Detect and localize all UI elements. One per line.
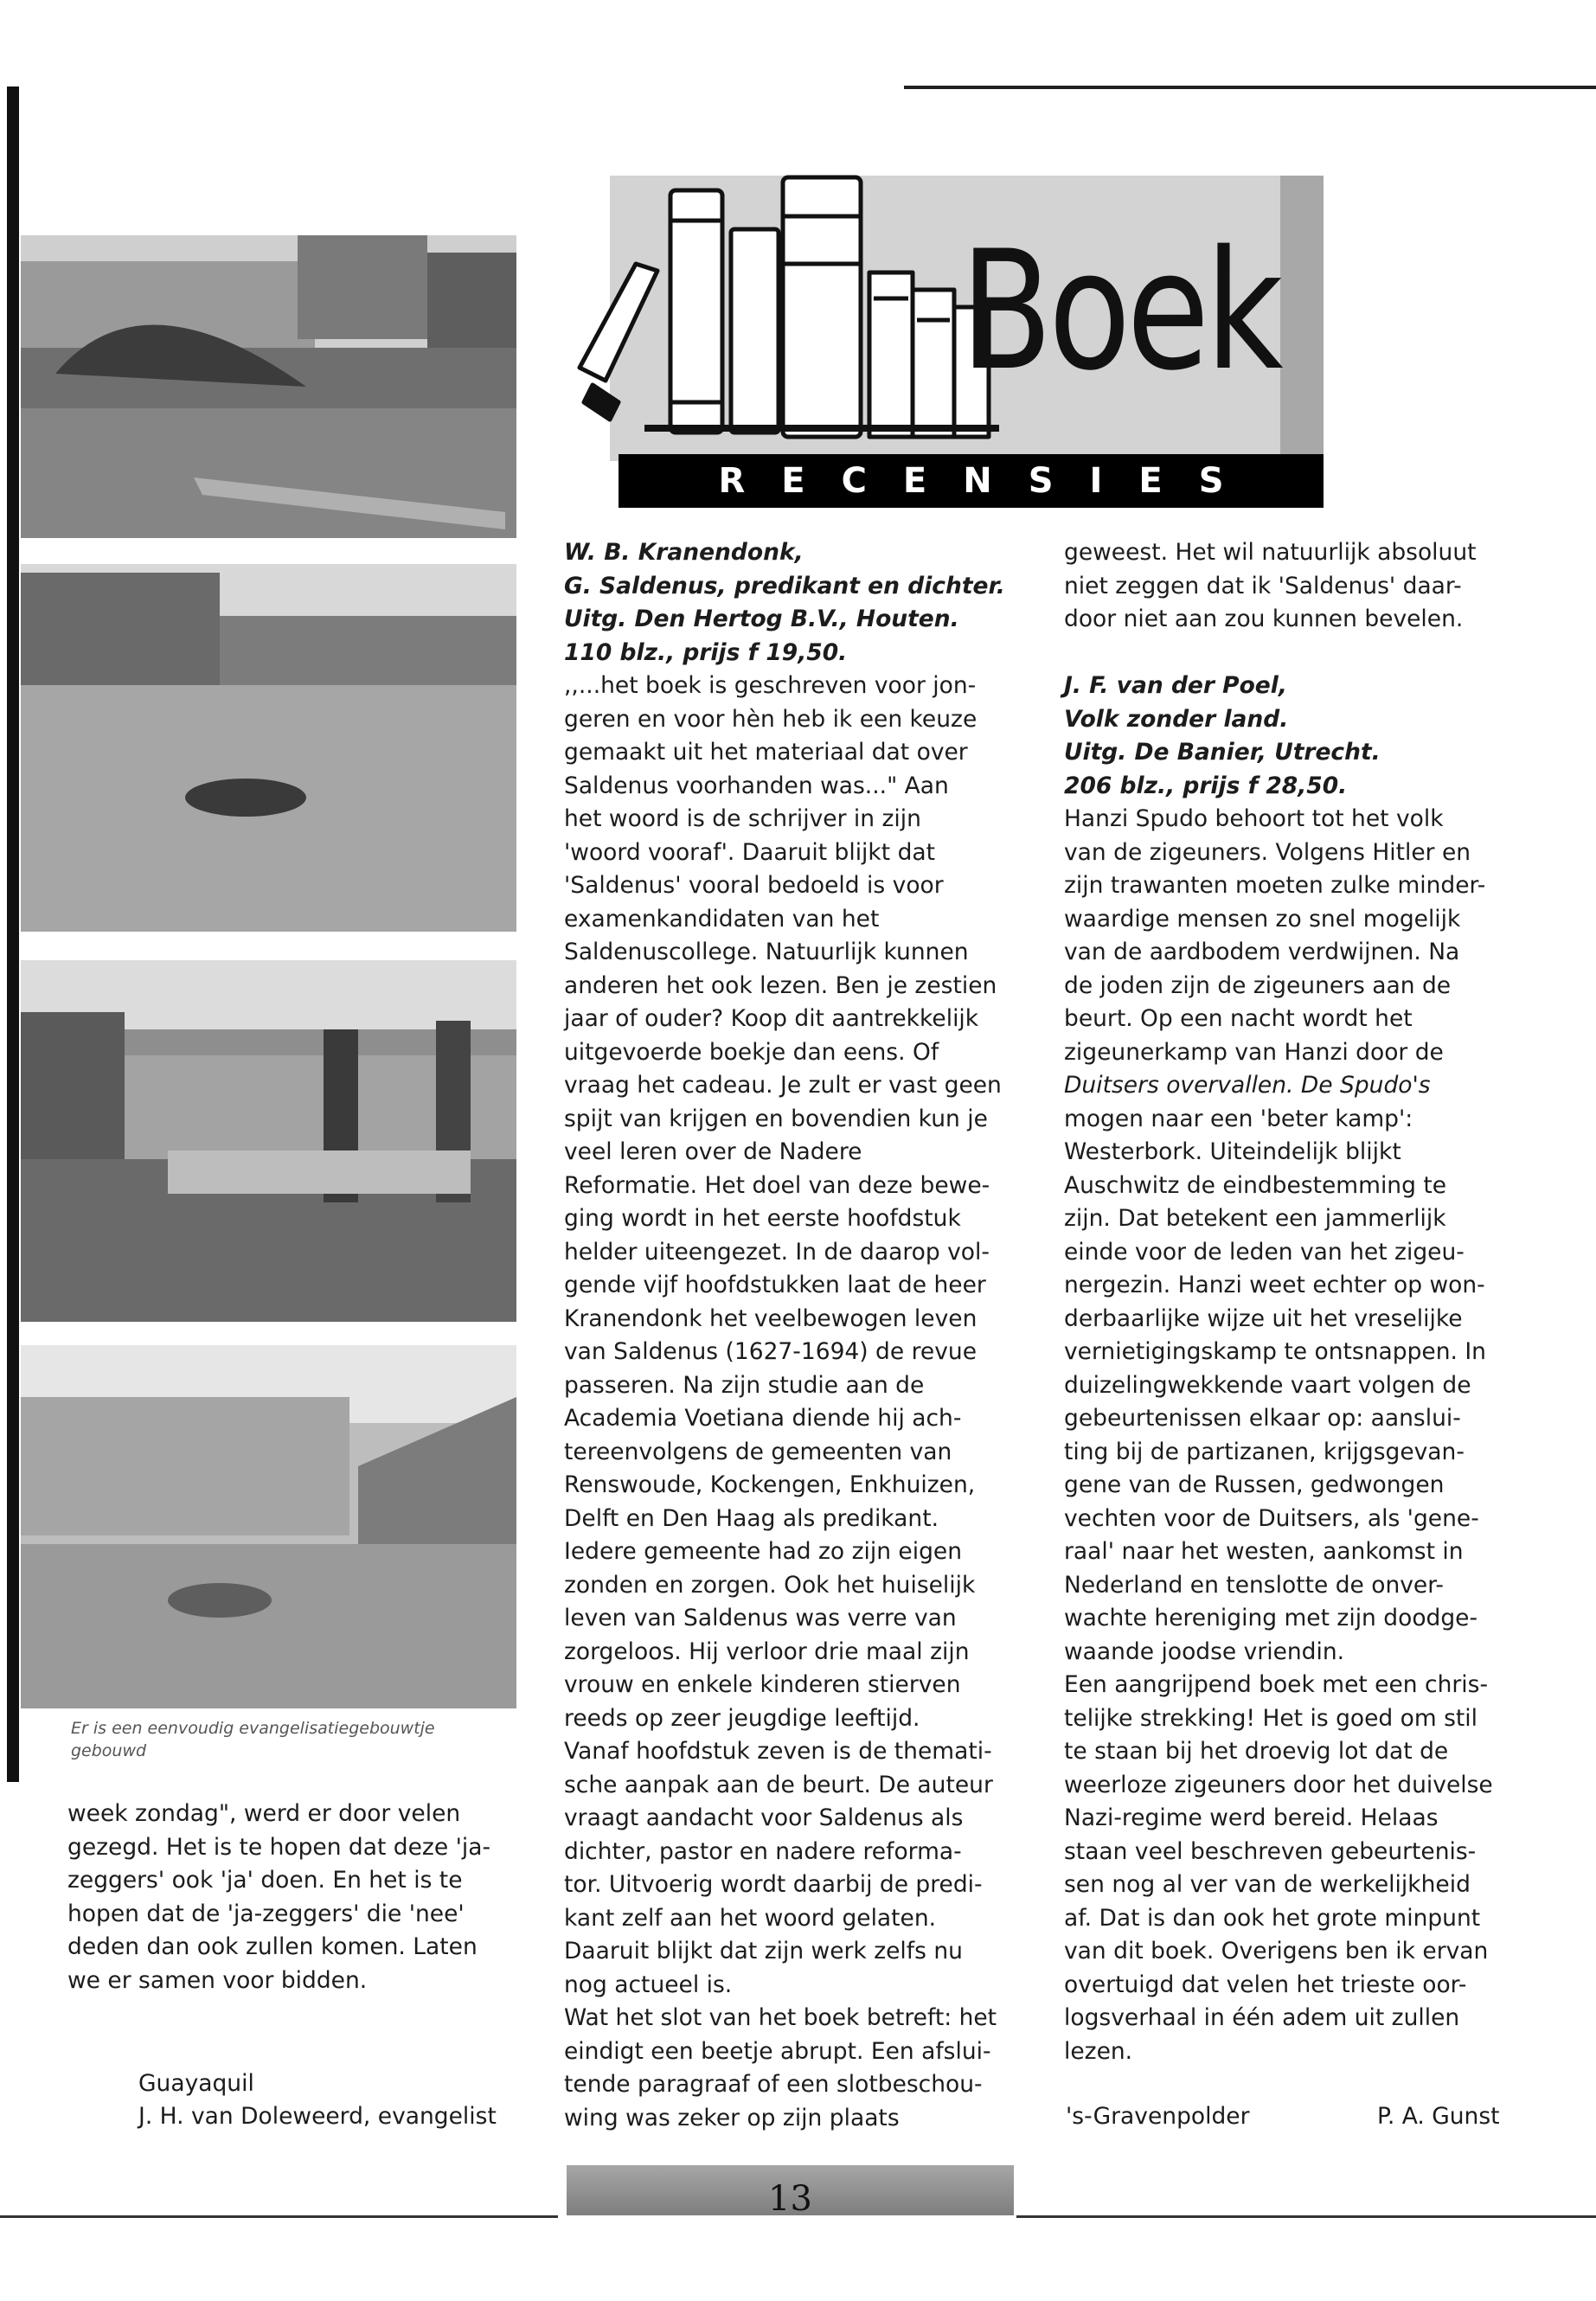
text-line: logsverhaal in één adem uit zullen	[1064, 2004, 1460, 2031]
text-line: het woord is de schrijver in zijn	[564, 805, 921, 832]
bottom-rule-right	[1016, 2215, 1596, 2218]
review-book-title: Volk zonder land.	[1064, 705, 1289, 733]
article-author: J. H. van Doleweerd, evangelist	[138, 2103, 497, 2130]
text-line: lezen.	[1064, 2037, 1133, 2065]
text-line: wing was zeker op zijn plaats	[564, 2104, 900, 2131]
text-line: Renswoude, Kockengen, Enkhuizen,	[564, 1471, 976, 1498]
text-line: Wat het slot van het boek betreft: het	[564, 2004, 997, 2031]
text-line: gende vijf hoofdstukken laat de heer	[564, 1272, 986, 1298]
text-line: Een aangrijpend boek met een chris-	[1064, 1671, 1489, 1698]
page-number: 13	[768, 2179, 812, 2215]
text-line: zijn trawanten moeten zulke minder-	[1064, 872, 1486, 899]
article-place: Guayaquil	[138, 2070, 254, 2097]
text-line: sen nog al ver van de werkelijkheid	[1064, 1871, 1471, 1898]
text-line: vraagt aandacht voor Saldenus als	[564, 1804, 964, 1831]
photo-brick-building	[21, 1345, 516, 1708]
text-line: gebeurtenissen elkaar op: aanslui-	[1064, 1405, 1461, 1432]
article-ending	[67, 1798, 517, 1997]
text-line: gemaakt uit het materiaal dat over	[564, 739, 968, 766]
text-line: geren en voor hèn heb ik een keuze	[564, 705, 977, 733]
text-line: tende paragraaf of een slotbeschou-	[564, 2071, 983, 2098]
text-line: van dit boek. Overigens ben ik ervan	[1064, 1938, 1489, 1965]
text-line: duizelingwekkende vaart volgen de	[1064, 1371, 1471, 1399]
books-icon	[567, 169, 1016, 454]
text-line: ting bij de partizanen, krijgsgevan-	[1064, 1438, 1465, 1465]
text-line: deden dan ook zullen komen. Laten	[67, 1933, 478, 1960]
text-line: niet zeggen dat ik 'Saldenus' daar-	[1064, 572, 1462, 599]
header-side-block	[1280, 176, 1324, 461]
text-line: Academia Voetiana diende hij ach-	[564, 1405, 962, 1432]
text-line: zeggers' ook 'ja' doen. En het is te	[67, 1867, 463, 1894]
text-line: weerloze zigeuners door het duivelse	[1064, 1771, 1493, 1798]
text-line: eindigt een beetje abrupt. Een afslui-	[564, 2037, 991, 2065]
left-margin-bar	[7, 87, 19, 1782]
text-line: Delft en Den Haag als predikant.	[564, 1504, 939, 1532]
text-line: 'woord vooraf'. Daaruit blijkt dat	[564, 838, 936, 866]
text-line: zigeunerkamp van Hanzi door de	[1064, 1038, 1444, 1066]
review-price: 206 blz., prijs f 28,50.	[1064, 772, 1348, 799]
text-line: Daaruit blijkt dat zijn werk zelfs nu	[564, 1938, 963, 1965]
text-line: van de aardbodem verdwijnen. Na	[1064, 939, 1460, 965]
text-line: tereenvolgens de gemeenten van	[564, 1438, 952, 1465]
text-line: ,,...het boek is geschreven voor jon-	[564, 672, 977, 699]
text-line: raal' naar het westen, aankomst in	[1064, 1538, 1464, 1565]
text-line: zonden en zorgen. Ook het huiselijk	[564, 1571, 976, 1599]
text-line: Duitsers overvallen. De Spudo's	[1064, 1072, 1431, 1099]
text-line: overtuigd dat velen het trieste oor-	[1064, 1971, 1467, 1998]
text-line: Iedere gemeente had zo zijn eigen	[564, 1538, 963, 1565]
text-line: Westerbork. Uiteindelijk blijkt	[1064, 1138, 1401, 1165]
text-line: gene van de Russen, gedwongen	[1064, 1471, 1445, 1498]
text-line: Auschwitz de eindbestemming te	[1064, 1171, 1447, 1199]
text-line: Vanaf hoofdstuk zeven is de themati-	[564, 1738, 992, 1765]
text-line: derbaarlijke wijze uit het vreselijke	[1064, 1304, 1463, 1332]
text-line: Kranendonk het veelbewogen leven	[564, 1304, 977, 1332]
text-line: geweest. Het wil natuurlijk absoluut	[1064, 539, 1477, 566]
text-line: leven van Saldenus was verre van	[564, 1605, 957, 1631]
review-volk-zonder-land	[1064, 536, 1548, 2068]
text-line: uitgevoerde boekje dan eens. Of	[564, 1038, 939, 1066]
text-line: te staan bij het droevig lot dat de	[1064, 1738, 1449, 1765]
text-line: 'Saldenus' vooral bedoeld is voor	[564, 872, 944, 899]
bottom-rule-left	[0, 2215, 558, 2218]
photo-shacks-rubble	[21, 235, 516, 538]
text-line: week zondag", werd er door velen	[67, 1800, 461, 1827]
text-line: de joden zijn de zigeuners aan de	[1064, 971, 1452, 999]
text-line: anderen het ook lezen. Ben je zestien	[564, 971, 997, 999]
text-line: zijn. Dat betekent een jammerlijk	[1064, 1205, 1446, 1232]
text-line: vernietigingskamp te ontsnappen. In	[1064, 1338, 1486, 1365]
text-line: Reformatie. Het doel van deze bewe-	[564, 1171, 990, 1199]
text-line: helder uiteengezet. In de daarop vol-	[564, 1238, 990, 1266]
review-author: J. F. van der Poel,	[1064, 672, 1287, 699]
photo-construction	[21, 960, 516, 1322]
text-line: Nederland en tenslotte de onver-	[1064, 1571, 1444, 1599]
photo-yard	[21, 564, 516, 932]
review-price: 110 blz., prijs f 19,50.	[564, 638, 848, 666]
text-line: telijke strekking! Het is goed om stil	[1064, 1704, 1478, 1732]
text-line: Saldenuscollege. Natuurlijk kunnen	[564, 939, 969, 965]
review-book-title: G. Saldenus, predikant en dichter.	[564, 572, 1005, 599]
text-line: Nazi-regime werd bereid. Helaas	[1064, 1804, 1439, 1831]
top-rule	[904, 86, 1596, 89]
text-line: einde voor de leden van het zigeu-	[1064, 1238, 1465, 1266]
photo-caption: Er is een eenvoudig evangelisatiegebouwtje gebouwd	[71, 1719, 435, 1760]
text-line: Hanzi Spudo behoort tot het volk	[1064, 805, 1444, 832]
text-line: reeds op zeer jeugdige leeftijd.	[564, 1704, 920, 1732]
reviewer-place: 's-Gravenpolder	[1066, 2103, 1250, 2130]
text-line: spijt van krijgen en bovendien kun je	[564, 1105, 988, 1132]
review-publisher: Uitg. De Banier, Utrecht.	[1064, 739, 1381, 766]
text-line: staan veel beschreven gebeurtenis-	[1064, 1837, 1477, 1865]
text-line: nog actueel is.	[564, 1971, 733, 1998]
text-line: tor. Uitvoerig wordt daarbij de predi-	[564, 1871, 983, 1898]
text-line: zorgeloos. Hij verloor drie maal zijn	[564, 1638, 970, 1665]
text-line: veel leren over de Nadere	[564, 1138, 862, 1165]
text-line: passeren. Na zijn studie aan de	[564, 1371, 925, 1399]
text-line: gezegd. Het is te hopen dat deze 'ja-	[67, 1833, 491, 1861]
text-line: we er samen voor bidden.	[67, 1966, 368, 1994]
header-subtitle: RECENSIES	[718, 461, 1260, 501]
text-line: waande joodse vriendin.	[1064, 1638, 1345, 1665]
text-line: hopen dat de 'ja-zeggers' die 'nee'	[67, 1900, 465, 1927]
text-line: dichter, pastor en nadere reforma-	[564, 1837, 962, 1865]
text-line: beurt. Op een nacht wordt het	[1064, 1005, 1413, 1032]
book-reviews-header	[567, 169, 1328, 510]
text-line: van Saldenus (1627-1694) de revue	[564, 1338, 977, 1365]
text-line: wachte hereniging met zijn doodge-	[1064, 1605, 1478, 1631]
review-publisher: Uitg. Den Hertog B.V., Houten.	[564, 606, 959, 632]
reviewer-signature: P. A. Gunst	[1377, 2103, 1500, 2130]
review-saldenus	[564, 536, 1022, 2135]
text-line: ging wordt in het eerste hoofdstuk	[564, 1205, 961, 1232]
text-line: sche aanpak aan de beurt. De auteur	[564, 1771, 993, 1798]
text-line: vrouw en enkele kinderen stierven	[564, 1671, 961, 1698]
text-line: Saldenus voorhanden was..." Aan	[564, 772, 949, 799]
review-author: W. B. Kranendonk,	[564, 539, 804, 566]
text-line: examenkandidaten van het	[564, 905, 880, 933]
text-line: door niet aan zou kunnen bevelen.	[1064, 606, 1464, 632]
header-title: Boek	[960, 215, 1279, 407]
text-line: nergezin. Hanzi weet echter op won-	[1064, 1272, 1485, 1298]
text-line: waardige mensen zo snel mogelijk	[1064, 905, 1461, 933]
text-line: af. Dat is dan ook het grote minpunt	[1064, 1904, 1481, 1932]
text-line: vechten voor de Duitsers, als 'gene-	[1064, 1504, 1479, 1532]
text-line: mogen naar een 'beter kamp':	[1064, 1105, 1413, 1132]
text-line: jaar of ouder? Koop dit aantrekkelijk	[564, 1005, 979, 1032]
text-line: van de zigeuners. Volgens Hitler en	[1064, 838, 1471, 866]
text-line: vraag het cadeau. Je zult er vast geen	[564, 1072, 1002, 1099]
text-line: kant zelf aan het woord gelaten.	[564, 1904, 937, 1932]
